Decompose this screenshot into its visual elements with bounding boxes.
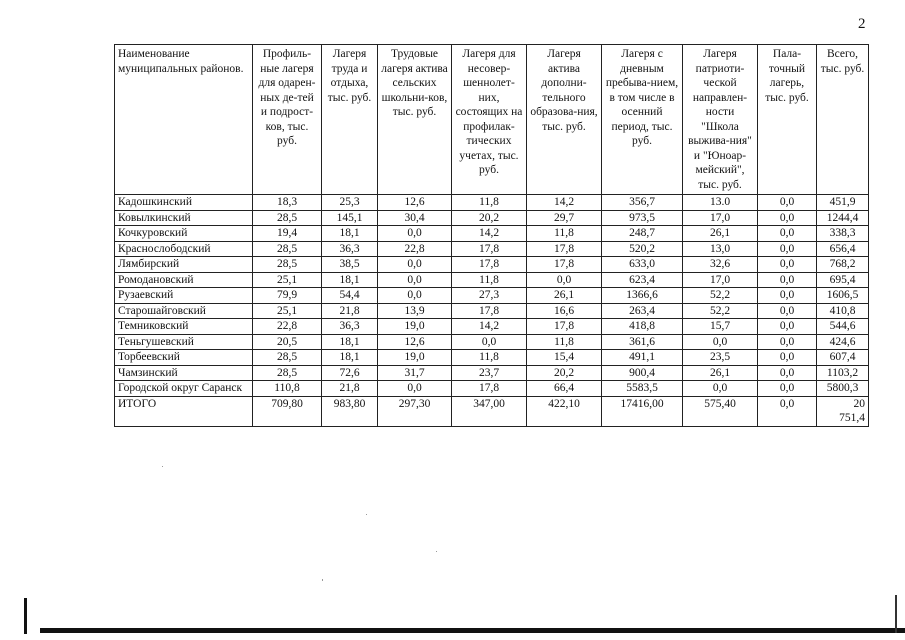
total-value: 17416,00 [602, 396, 683, 426]
table-row [115, 319, 869, 335]
cell-value: 27,3 [452, 288, 527, 304]
cell-total: 607,4 [817, 350, 869, 366]
total-value: 297,30 [378, 396, 452, 426]
cell-value: 25,1 [253, 303, 322, 319]
cell-value: 5583,5 [602, 381, 683, 397]
cell-total: 451,9 [817, 195, 869, 211]
cell-value: 0,0 [758, 303, 817, 319]
cell-district: Ромодановский [115, 272, 253, 288]
cell-value: 19,0 [378, 350, 452, 366]
cell-value: 0,0 [758, 365, 817, 381]
table-body [115, 195, 869, 427]
table-row [115, 350, 869, 366]
cell-district: Старошайговский [115, 303, 253, 319]
cell-district: Теньгушевский [115, 334, 253, 350]
cell-value: 12,6 [378, 195, 452, 211]
cell-value: 25,3 [322, 195, 378, 211]
cell-value: 18,1 [322, 350, 378, 366]
cell-value: 17,0 [683, 272, 758, 288]
table-row [115, 210, 869, 226]
table-row [115, 257, 869, 273]
table-header [115, 45, 869, 195]
table-row [115, 226, 869, 242]
total-value: 709,80 [253, 396, 322, 426]
cell-value: 16,6 [527, 303, 602, 319]
cell-value: 520,2 [602, 241, 683, 257]
cell-value: 14,2 [452, 319, 527, 335]
cell-value: 18,3 [253, 195, 322, 211]
cell-total: 1606,5 [817, 288, 869, 304]
cell-value: 0,0 [378, 257, 452, 273]
cell-total: 768,2 [817, 257, 869, 273]
budget-table [114, 44, 869, 427]
cell-value: 25,1 [253, 272, 322, 288]
cell-value: 17,8 [452, 303, 527, 319]
cell-value: 21,8 [322, 381, 378, 397]
header-preventive-camps: Лагеря для несовер-шеннолет-них, состоящих на профилак-тических учетах, тыс. руб. [452, 45, 527, 195]
cell-value: 1366,6 [602, 288, 683, 304]
cell-value: 30,4 [378, 210, 452, 226]
table-row [115, 334, 869, 350]
cell-value: 17,0 [683, 210, 758, 226]
total-value: 983,80 [322, 396, 378, 426]
cell-value: 0,0 [378, 272, 452, 288]
cell-value: 28,5 [253, 257, 322, 273]
cell-value: 29,7 [527, 210, 602, 226]
cell-value: 23,5 [683, 350, 758, 366]
cell-value: 11,8 [527, 226, 602, 242]
cell-value: 28,5 [253, 350, 322, 366]
header-rural-activist-camps: Трудовые лагеря актива сельских школьни-ков, тыс. руб. [378, 45, 452, 195]
header-tent-camp: Пала-точный лагерь, тыс. руб. [758, 45, 817, 195]
cell-district: Городской округ Саранск [115, 381, 253, 397]
cell-value: 0,0 [758, 257, 817, 273]
cell-value: 0,0 [758, 319, 817, 335]
cell-value: 145,1 [322, 210, 378, 226]
cell-value: 17,8 [527, 257, 602, 273]
cell-value: 0,0 [758, 350, 817, 366]
cell-value: 11,8 [452, 272, 527, 288]
cell-value: 38,5 [322, 257, 378, 273]
cell-value: 21,8 [322, 303, 378, 319]
cell-district: Кочкуровский [115, 226, 253, 242]
cell-value: 17,8 [527, 319, 602, 335]
cell-value: 0,0 [758, 195, 817, 211]
cell-value: 13,9 [378, 303, 452, 319]
cell-total: 1244,4 [817, 210, 869, 226]
table-row [115, 272, 869, 288]
cell-value: 0,0 [378, 381, 452, 397]
header-patriotic-camps: Лагеря патриоти-ческой направлен-ности "Школа выжива-ния" и "Юноар-мейский", тыс. руб. [683, 45, 758, 195]
cell-value: 900,4 [602, 365, 683, 381]
cell-value: 633,0 [602, 257, 683, 273]
cell-value: 0,0 [378, 288, 452, 304]
cell-total: 656,4 [817, 241, 869, 257]
cell-value: 0,0 [758, 241, 817, 257]
cell-value: 15,7 [683, 319, 758, 335]
cell-value: 31,7 [378, 365, 452, 381]
cell-value: 263,4 [602, 303, 683, 319]
cell-value: 0,0 [378, 226, 452, 242]
total-value: 575,40 [683, 396, 758, 426]
scan-speck [436, 551, 437, 552]
cell-district: Чамзинский [115, 365, 253, 381]
cell-value: 0,0 [683, 381, 758, 397]
cell-value: 20,2 [452, 210, 527, 226]
cell-value: 11,8 [452, 350, 527, 366]
cell-value: 18,1 [322, 272, 378, 288]
cell-value: 356,7 [602, 195, 683, 211]
scan-edge-right [895, 595, 897, 633]
grand-total: 20 751,4 [817, 396, 869, 426]
cell-value: 0,0 [758, 210, 817, 226]
cell-value: 19,0 [378, 319, 452, 335]
header-district: Наименование муниципальных районов. [115, 45, 253, 195]
cell-value: 26,1 [527, 288, 602, 304]
cell-value: 32,6 [683, 257, 758, 273]
cell-district: Краснослободский [115, 241, 253, 257]
cell-district: Лямбирский [115, 257, 253, 273]
cell-total: 5800,3 [817, 381, 869, 397]
cell-value: 0,0 [452, 334, 527, 350]
cell-value: 79,9 [253, 288, 322, 304]
cell-total: 424,6 [817, 334, 869, 350]
cell-value: 17,8 [527, 241, 602, 257]
cell-total: 338,3 [817, 226, 869, 242]
cell-value: 0,0 [758, 272, 817, 288]
cell-value: 19,4 [253, 226, 322, 242]
total-value: 422,10 [527, 396, 602, 426]
cell-value: 0,0 [683, 334, 758, 350]
cell-value: 26,1 [683, 365, 758, 381]
cell-district: Рузаевский [115, 288, 253, 304]
cell-value: 11,8 [452, 195, 527, 211]
cell-value: 973,5 [602, 210, 683, 226]
table-row [115, 241, 869, 257]
cell-value: 36,3 [322, 241, 378, 257]
scan-speck [162, 466, 163, 467]
cell-value: 28,5 [253, 241, 322, 257]
cell-value: 28,5 [253, 365, 322, 381]
cell-value: 14,2 [527, 195, 602, 211]
cell-value: 0,0 [527, 272, 602, 288]
cell-value: 20,2 [527, 365, 602, 381]
cell-value: 52,2 [683, 303, 758, 319]
header-row [115, 45, 869, 195]
total-label: ИТОГО [115, 396, 253, 426]
cell-district: Ковылкинский [115, 210, 253, 226]
header-total: Всего, тыс. руб. [817, 45, 869, 195]
cell-value: 36,3 [322, 319, 378, 335]
cell-district: Темниковский [115, 319, 253, 335]
cell-value: 17,8 [452, 381, 527, 397]
header-labor-rest-camps: Лагеря труда и отдыха, тыс. руб. [322, 45, 378, 195]
cell-value: 623,4 [602, 272, 683, 288]
cell-value: 11,8 [527, 334, 602, 350]
cell-value: 0,0 [758, 381, 817, 397]
table-row [115, 381, 869, 397]
cell-value: 15,4 [527, 350, 602, 366]
cell-value: 28,5 [253, 210, 322, 226]
cell-value: 14,2 [452, 226, 527, 242]
table-row [115, 195, 869, 211]
table-row [115, 288, 869, 304]
cell-value: 22,8 [378, 241, 452, 257]
scan-speck [366, 514, 367, 515]
cell-value: 54,4 [322, 288, 378, 304]
cell-value: 418,8 [602, 319, 683, 335]
cell-total: 695,4 [817, 272, 869, 288]
cell-value: 18,1 [322, 334, 378, 350]
table-row [115, 365, 869, 381]
total-row [115, 396, 869, 426]
cell-value: 26,1 [683, 226, 758, 242]
cell-value: 18,1 [322, 226, 378, 242]
cell-value: 248,7 [602, 226, 683, 242]
cell-district: Торбеевский [115, 350, 253, 366]
cell-total: 410,8 [817, 303, 869, 319]
cell-value: 72,6 [322, 365, 378, 381]
cell-value: 17,8 [452, 257, 527, 273]
cell-value: 0,0 [758, 226, 817, 242]
total-value: 0,0 [758, 396, 817, 426]
header-specialized-camps: Профиль-ные лагеря для одарен-ных де-тей и подрост-ков, тыс. руб. [253, 45, 322, 195]
cell-district: Кадошкинский [115, 195, 253, 211]
cell-value: 52,2 [683, 288, 758, 304]
cell-value: 13.0 [683, 195, 758, 211]
total-value: 347,00 [452, 396, 527, 426]
cell-value: 0,0 [758, 288, 817, 304]
scan-speck [322, 579, 323, 581]
cell-value: 23,7 [452, 365, 527, 381]
table-row [115, 303, 869, 319]
cell-total: 544,6 [817, 319, 869, 335]
cell-value: 110,8 [253, 381, 322, 397]
cell-value: 0,0 [758, 334, 817, 350]
scan-edge-left [24, 598, 27, 634]
scan-edge-bottom [40, 628, 905, 633]
cell-value: 12,6 [378, 334, 452, 350]
cell-value: 22,8 [253, 319, 322, 335]
cell-value: 13,0 [683, 241, 758, 257]
cell-total: 1103,2 [817, 365, 869, 381]
cell-value: 361,6 [602, 334, 683, 350]
cell-value: 66,4 [527, 381, 602, 397]
page-number: 2 [858, 16, 866, 32]
cell-value: 17,8 [452, 241, 527, 257]
cell-value: 491,1 [602, 350, 683, 366]
cell-value: 20,5 [253, 334, 322, 350]
header-day-camps: Лагеря с дневным пребыва-нием, в том числе в осенний период, тыс. руб. [602, 45, 683, 195]
header-extra-education-camps: Лагеря актива дополни-тельного образова-ния, тыс. руб. [527, 45, 602, 195]
